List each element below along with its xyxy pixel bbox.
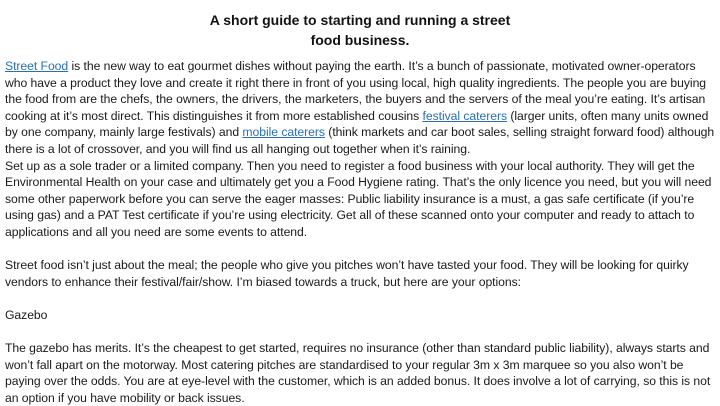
- gazebo-paragraph: The gazebo has merits. It’s the cheapest to get started, requires no insurance (other than standard public liability), always starts and won’t fall apart on the motorway. Most catering pitches are standardised to your regular 3m x 3m marquee so you also won’t be paying over the odds. You are at eye-level with the customer, which is an added bonus. It does involve a lot of carrying, so this is not an option if you have mobility or back issues.: [5, 341, 711, 405]
- options-paragraph: Street food isn’t just about the meal; the people who give you pitches won’t have tasted your food. They will be looking for quirky vendors to enhance their festival/fair/show. I’m biased towards a truck, but here are your options:: [5, 258, 689, 289]
- article-body: [5, 58, 715, 406]
- title-line-1: A short guide to starting and running a street: [209, 12, 511, 28]
- mobile-caterers-link[interactable]: mobile caterers: [242, 125, 325, 140]
- paragraph-spacer: [5, 241, 715, 258]
- paragraph-spacer: [5, 324, 715, 341]
- festival-caterers-link[interactable]: festival caterers: [422, 108, 508, 123]
- title-line-2: food business.: [310, 32, 410, 48]
- intro-text-1: is the new way to eat gourmet dishes without paying the earth. It’s a bunch of passionate, motivated owner-operators who have a product they love and create it right there in front of you using local, high quality ingredients. The people you are buying the food from are the chefs, the owners, the drivers, the marketers, the buyers and the servers of the meal you’re eating. It’s artisan cooking at it’s most direct. This distinguishes it from more established cousins: [5, 59, 707, 123]
- intro-text-2: (larger units, often many units owned by one company, mainly large festivals) and: [5, 108, 709, 140]
- gazebo-heading: Gazebo: [5, 307, 48, 322]
- paragraph-spacer: [5, 290, 715, 307]
- setup-paragraph: Set up as a sole trader or a limited company. Then you need to register a food business with your local authority. They will get the Environmental Health on your case and ultimately get you a Food Hygiene rating. That’s the only licence you need, but you will need some other paperwork before you can serve the eager masses: Public liability insurance is a must, a gas safe certificate (if you’re using gas) and a PAT Test certificate if you’re using electricity. Get all of these scanned onto your computer and ready to attach to applications and all you need are some events to attend.: [5, 158, 712, 239]
- intro-text-3: (think markets and car boot sales, selling straight forward food) although there is a lot of crossover, and you will find us all hanging out together when it’s raining.: [5, 125, 715, 156]
- intro-paragraph: [5, 58, 715, 158]
- street-food-link[interactable]: Street Food: [5, 59, 69, 73]
- page-title: [5, 10, 715, 50]
